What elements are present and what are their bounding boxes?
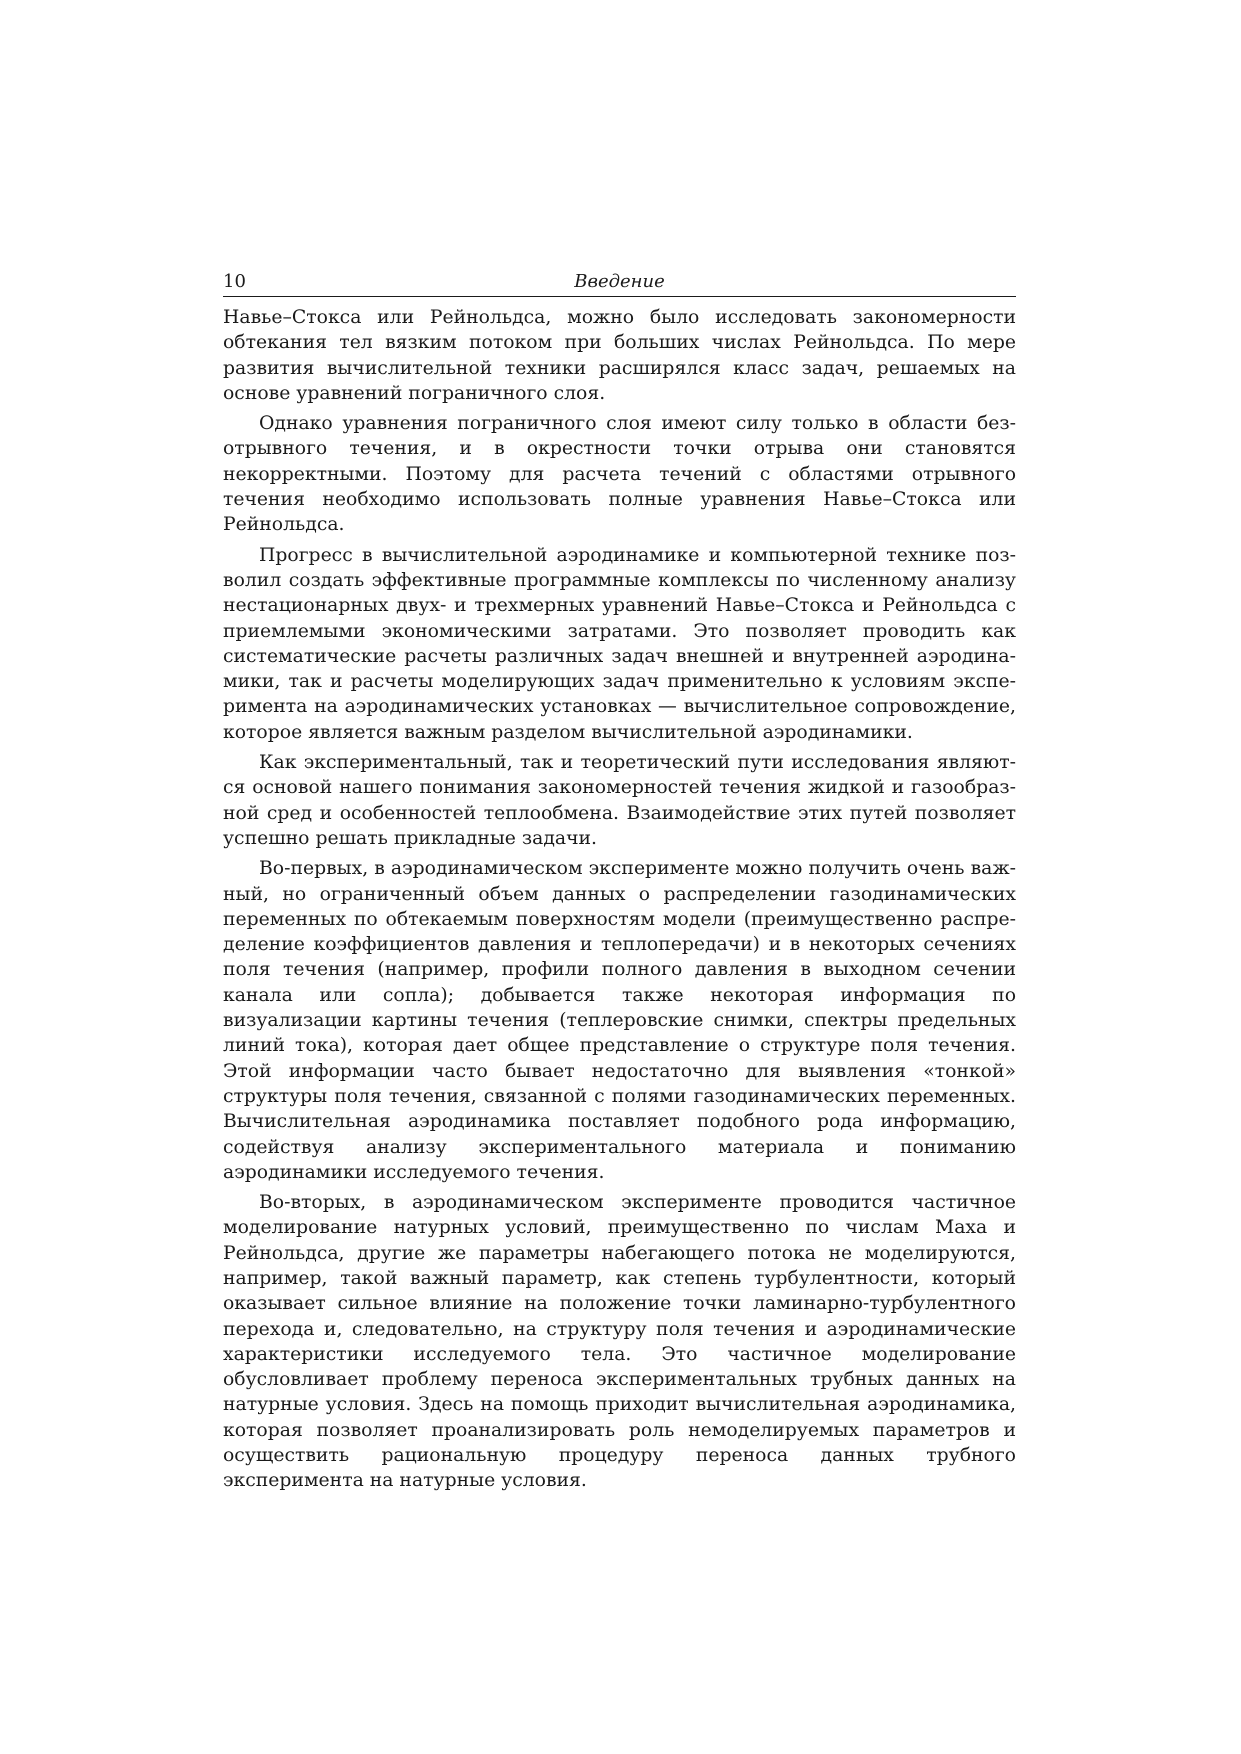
chapter-title: Введение bbox=[574, 271, 665, 292]
paragraph: Во-вторых, в аэродинамическом эксперименте проводится частичное моделирование натурных условий, преимущественно по числам Маха и Рейнольдса, другие же параметры набегающего потока не моделируются, например, такой важный параметр, как степень турбулентности, который оказывает сильное влияние на положение точки ламинарно-турбулентного перехода и, следовательно, на структуру поля течения и аэродинамические характеристики исследуемого тела. Это частичное моделирование обусловливает проблему переноса экспериментальных трубных данных на натурные условия. Здесь на помощь приходит вычислительная аэродинамика, которая позволяет проанализировать роль немоделируемых параметров и осуществить рациональную процедуру переноса данных трубного эксперимента на натурные условия. bbox=[223, 1192, 1016, 1492]
paragraph: Однако уравнения пограничного слоя имеют силу только в области безотрывного течения, и в окрестности точки отрыва они становятся некорректными. Поэтому для расчета течений с областями отрывного течения необходимо использовать полные уравнения Навье–Стокса или Рейнольдса. bbox=[223, 413, 1016, 536]
body-text bbox=[223, 305, 1016, 1494]
page-number: 10 bbox=[223, 271, 246, 292]
running-head bbox=[223, 268, 1016, 297]
book-page bbox=[223, 268, 1016, 1499]
paragraph: Прогресс в вычислительной аэродинамике и компьютерной технике позволил создать эффективные программные комплексы по численному анализу нестационарных двух- и трехмерных уравнений Навье–Стокса и Рейнольдса с приемлемыми экономическими затратами. Это позволяет проводить как систематические расчеты различных задач внешней и внутренней аэродинамики, так и расчеты моделирующих задач применительно к условиям эксперимента на аэродинамических установках — вычислительное сопровождение, которое является важным разделом вычислительной аэродинамики. bbox=[223, 544, 1016, 743]
paragraph-continued: Навье–Стокса или Рейнольдса, можно было исследовать закономерности обтекания тел вязким потоком при больших числах Рейнольдса. По мере развития вычислительной техники расширялся класс задач, решаемых на основе уравнений пограничного слоя. bbox=[223, 307, 1016, 404]
paragraph: Во-первых, в аэродинамическом эксперименте можно получить очень важный, но ограниченный объем данных о распределении газодинамических переменных по обтекаемым поверхностям модели (преимущественно распределение коэффициентов давления и теплопередачи) и в некоторых сечениях поля течения (например, профили полного давления в выходном сечении канала или сопла); добывается также некоторая информация по визуализации картины течения (теплеровские снимки, спектры предельных линий тока), которая дает общее представление о структуре поля течения. Этой информации часто бывает недостаточно для выявления «тонкой» структуры поля течения, связанной с полями газодинамических переменных. Вычислительная аэродинамика поставляет подобного рода информацию, содействуя анализу экспериментального материала и пониманию аэродинамики исследуемого течения. bbox=[223, 858, 1016, 1183]
paragraph: Как экспериментальный, так и теоретический пути исследования являются основой нашего понимания закономерностей течения жидкой и газообразной сред и особенностей теплообмена. Взаимодействие этих путей позволяет успешно решать прикладные задачи. bbox=[223, 752, 1016, 849]
